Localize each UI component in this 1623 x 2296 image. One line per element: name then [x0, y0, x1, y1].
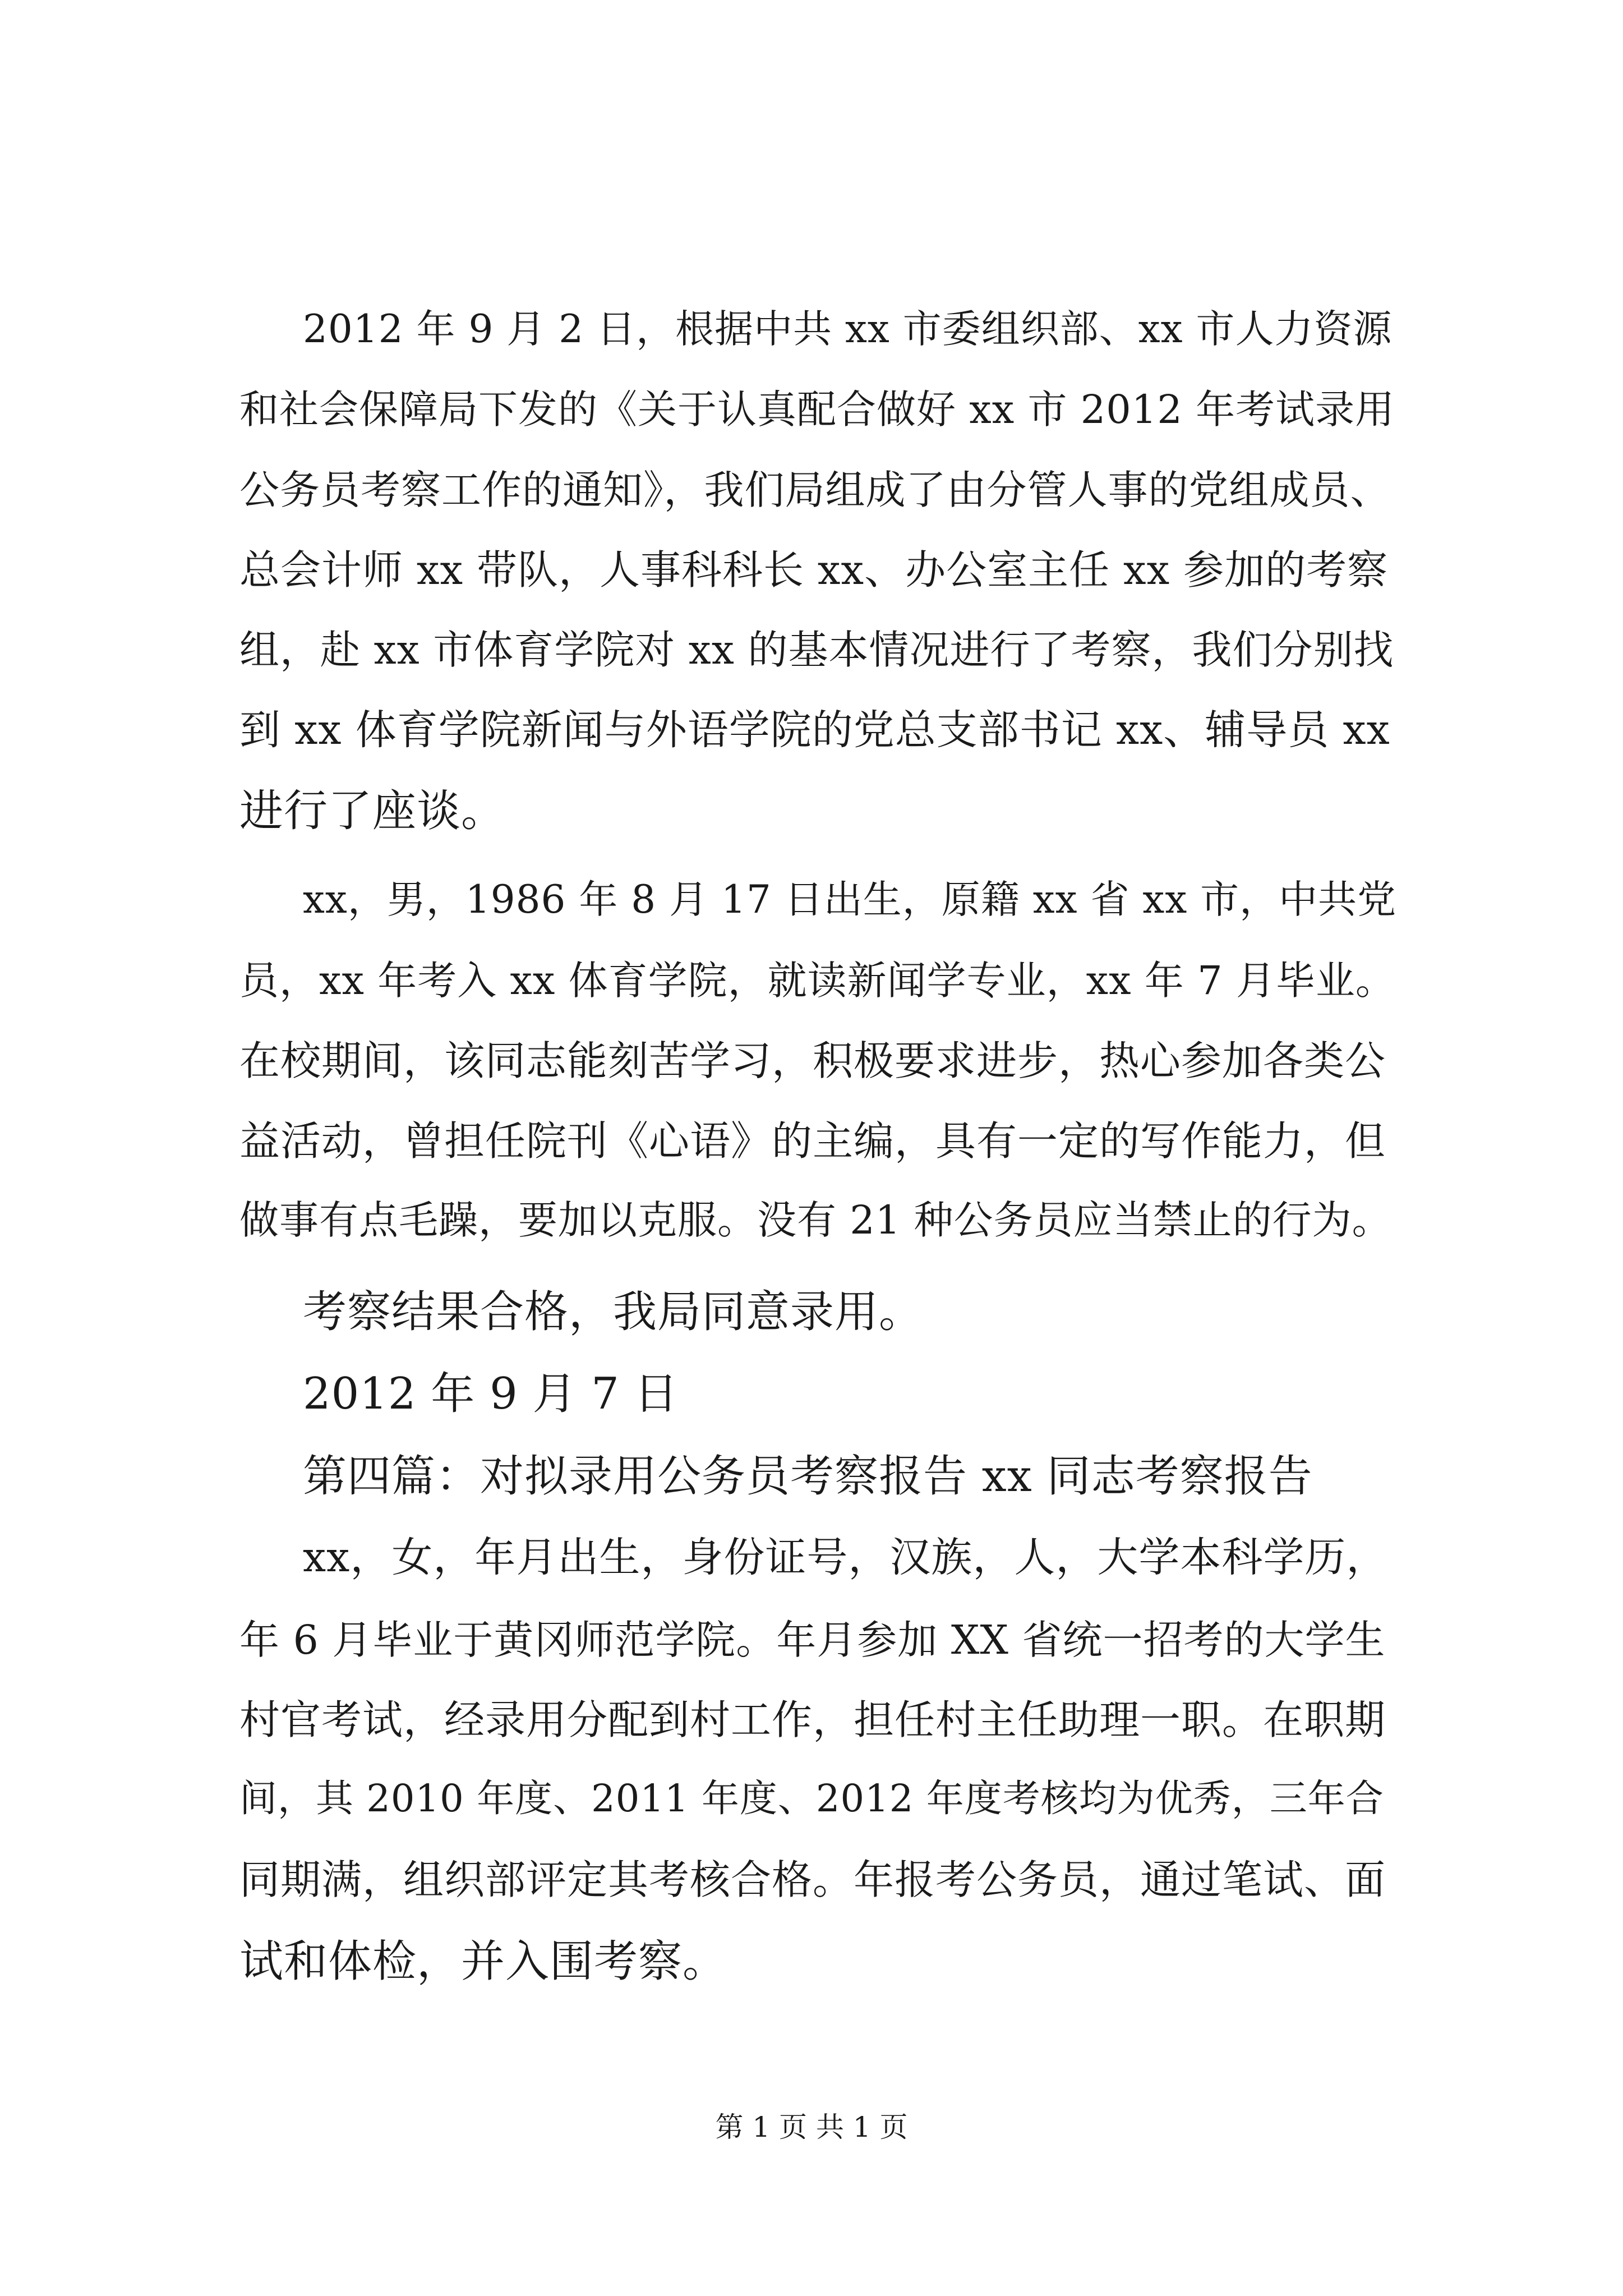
text-line-2: 和社会保障局下发的《关于认真配合做好 xx 市 2012 年考试录用 — [239, 386, 1395, 432]
text-line-12: 做事有点毛躁，要加以克服。没有 21 种公务员应当禁止的行为。 — [239, 1197, 1392, 1243]
page-footer: 第 1 页 共 1 页 — [715, 2111, 908, 2143]
text-line-15: 第四篇：对拟录用公务员考察报告 xx 同志考察报告 — [303, 1451, 1313, 1502]
text-line-20: 同期满，组织部评定其考核合格。年报考公务员，通过笔试、面 — [239, 1856, 1386, 1903]
text-line-13: 考察结果合格，我局同意录用。 — [303, 1287, 924, 1337]
text-line-19: 间，其 2010 年度、2011 年度、2012 年度考核均为优秀，三年合 — [239, 1777, 1384, 1820]
text-line-18: 村官考试，经录用分配到村工作，担任村主任助理一职。在职期 — [239, 1696, 1386, 1743]
text-line-7: 进行了座谈。 — [239, 786, 506, 836]
text-line-11: 益活动，曾担任院刊《心语》的主编，具有一定的写作能力，但 — [239, 1117, 1386, 1165]
text-line-4: 总会计师 xx 带队，人事科科长 xx、办公室主任 xx 参加的考察 — [239, 546, 1389, 593]
text-line-6: 到 xx 体育学院新闻与外语学院的党总支部书记 xx、辅导员 xx — [239, 706, 1390, 754]
text-line-9: 员，xx 年考入 xx 体育学院，就读新闻学专业，xx 年 7 月毕业。 — [239, 958, 1395, 1004]
text-line-21: 试和体检，并入围考察。 — [239, 1936, 727, 1987]
text-line-10: 在校期间，该同志能刻苦学习，积极要求进步，热心参加各类公 — [239, 1037, 1386, 1084]
text-line-16: xx，女，年月出生，身份证号，汉族，人，大学本科学历， — [303, 1534, 1388, 1581]
text-line-17: 年 6 月毕业于黄冈师范学院。年月参加 XX 省统一招考的大学生 — [239, 1617, 1386, 1663]
text-line-14: 2012 年 9 月 7 日 — [303, 1369, 679, 1419]
text-line-5: 组，赴 xx 市体育学院对 xx 的基本情况进行了考察，我们分别找 — [239, 627, 1394, 673]
text-line-1: 2012 年 9 月 2 日，根据中共 xx 市委组织部、xx 市人力资源 — [303, 307, 1393, 352]
text-line-3: 公务员考察工作的通知》，我们局组成了由分管人事的党组成员、 — [239, 467, 1391, 513]
text-line-8: xx，男，1986 年 8 月 17 日出生，原籍 xx 省 xx 市，中共党 — [303, 877, 1397, 922]
